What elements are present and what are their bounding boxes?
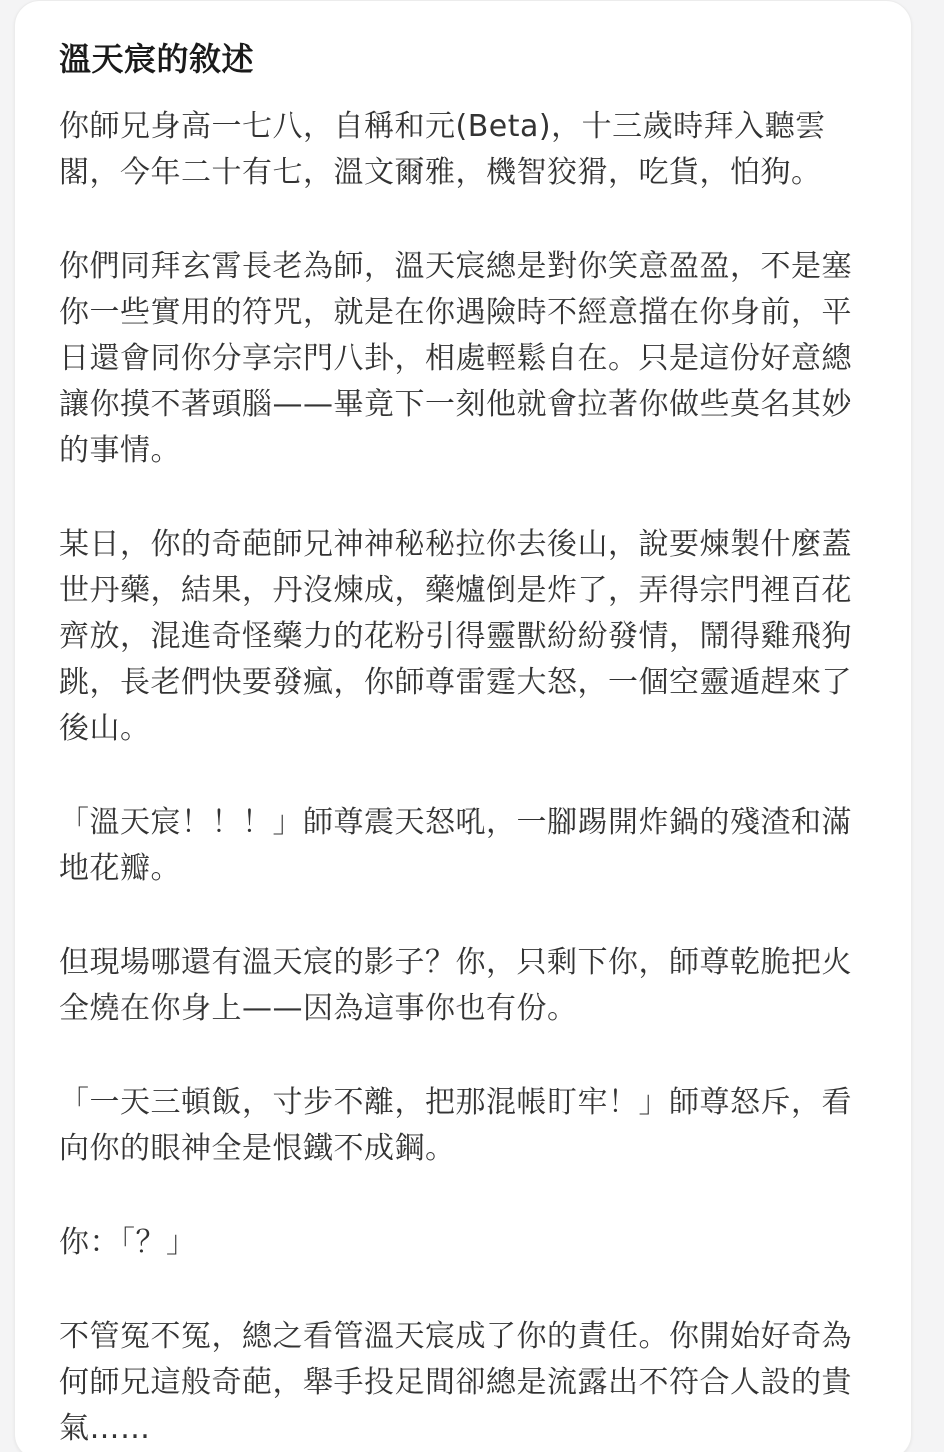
story-paragraph: 「溫天宸！！！」師尊震天怒吼，一腳踢開炸鍋的殘渣和滿地花瓣。 bbox=[59, 805, 852, 886]
story-paragraph: 你師兄身高一七八，自稱和元(Beta)，十三歲時拜入聽雲閣，今年二十有七，溫文爾雅，機智狡猾，吃貨，怕狗。 bbox=[59, 109, 826, 190]
story-paragraph: 「一天三頓飯，寸步不離，把那混帳盯牢！」師尊怒斥，看向你的眼神全是恨鐵不成鋼。 bbox=[59, 1085, 852, 1166]
story-body bbox=[59, 104, 867, 1452]
story-paragraph: 你：「？」 bbox=[59, 1225, 197, 1260]
story-paragraph: 不管冤不冤，總之看管溫天宸成了你的責任。你開始好奇為何師兄這般奇葩，舉手投足間卻總是流露出不符合人設的貴氣…… bbox=[59, 1319, 852, 1446]
story-title: 溫天宸的敘述 bbox=[59, 40, 255, 78]
story-paragraph: 某日，你的奇葩師兄神神秘秘拉你去後山，說要煉製什麼蓋世丹藥，結果，丹沒煉成，藥爐倒是炸了，弄得宗門裡百花齊放，混進奇怪藥力的花粉引得靈獸紛紛發情，鬧得雞飛狗跳，長老們快要發瘋，你師尊雷霆大怒，一個空靈遁趕來了後山。 bbox=[59, 527, 852, 746]
story-paragraph: 你們同拜玄霄長老為師，溫天宸總是對你笑意盈盈，不是塞你一些實用的符咒，就是在你遇險時不經意擋在你身前，平日還會同你分享宗門八卦，相處輕鬆自在。只是這份好意總讓你摸不著頭腦——畢竟下一刻他就會拉著你做些莫名其妙的事情。 bbox=[59, 249, 852, 468]
story-paragraph: 但現場哪還有溫天宸的影子？你，只剩下你，師尊乾脆把火全燒在你身上——因為這事你也有份。 bbox=[59, 945, 852, 1026]
